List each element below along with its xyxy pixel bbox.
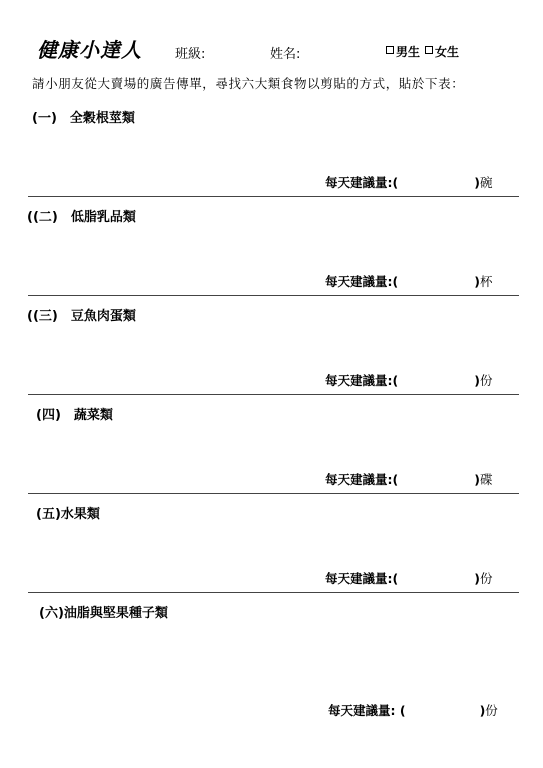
worksheet-title: 健康小達人 — [37, 38, 142, 62]
amount-label: 每天建議量:( — [325, 274, 399, 289]
suggested-amount-vegetables — [325, 470, 492, 488]
amount-close: ) — [474, 175, 480, 190]
amount-unit: 份 — [485, 703, 498, 718]
section-title-dairy: ((二) 低脂乳品類 — [27, 210, 136, 225]
class-label: 班級: — [175, 47, 206, 62]
suggested-amount-oils-nuts — [328, 701, 498, 719]
amount-label: 每天建議量:( — [325, 472, 399, 487]
suggested-amount-grains — [325, 173, 492, 191]
amount-close: ) — [474, 571, 480, 586]
section-title-protein: ((三) 豆魚肉蛋類 — [27, 309, 136, 324]
name-label: 姓名: — [270, 47, 301, 62]
amount-label: 每天建議量: ( — [328, 703, 406, 718]
instruction-text: 請小朋友從大賣場的廣告傳單，尋找六大類食物以剪貼的方式，貼於下表： — [32, 76, 465, 91]
amount-close: ) — [479, 703, 486, 718]
amount-unit: 杯 — [479, 274, 493, 289]
gender-label-male: 男生 — [396, 45, 421, 59]
section-divider — [28, 493, 519, 494]
gender-label-female: 女生 — [435, 45, 460, 59]
suggested-amount-dairy — [325, 272, 492, 290]
suggested-amount-protein — [325, 371, 492, 389]
section-title-grains: (一) 全穀根莖類 — [32, 111, 135, 126]
amount-unit: 份 — [479, 571, 493, 586]
checkbox-icon — [425, 46, 433, 54]
amount-unit: 碟 — [479, 472, 493, 487]
amount-close: ) — [474, 274, 480, 289]
section-title-vegetables: (四) 蔬菜類 — [36, 408, 113, 423]
section-divider — [28, 394, 519, 395]
suggested-amount-fruit — [325, 569, 492, 587]
section-divider — [28, 295, 519, 296]
amount-close: ) — [474, 373, 480, 388]
section-title-fruit: (五)水果類 — [36, 507, 100, 522]
amount-label: 每天建議量:( — [325, 373, 399, 388]
amount-close: ) — [474, 472, 480, 487]
gender-option-female[interactable] — [425, 43, 459, 60]
amount-label: 每天建議量:( — [325, 571, 399, 586]
section-title-oils-nuts: (六)油脂與堅果種子類 — [39, 606, 168, 621]
gender-option-male[interactable] — [386, 43, 420, 60]
amount-unit: 碗 — [479, 175, 493, 190]
section-divider — [28, 196, 519, 197]
amount-label: 每天建議量:( — [325, 175, 399, 190]
checkbox-icon — [386, 46, 394, 54]
amount-unit: 份 — [479, 373, 493, 388]
section-divider — [28, 592, 519, 593]
